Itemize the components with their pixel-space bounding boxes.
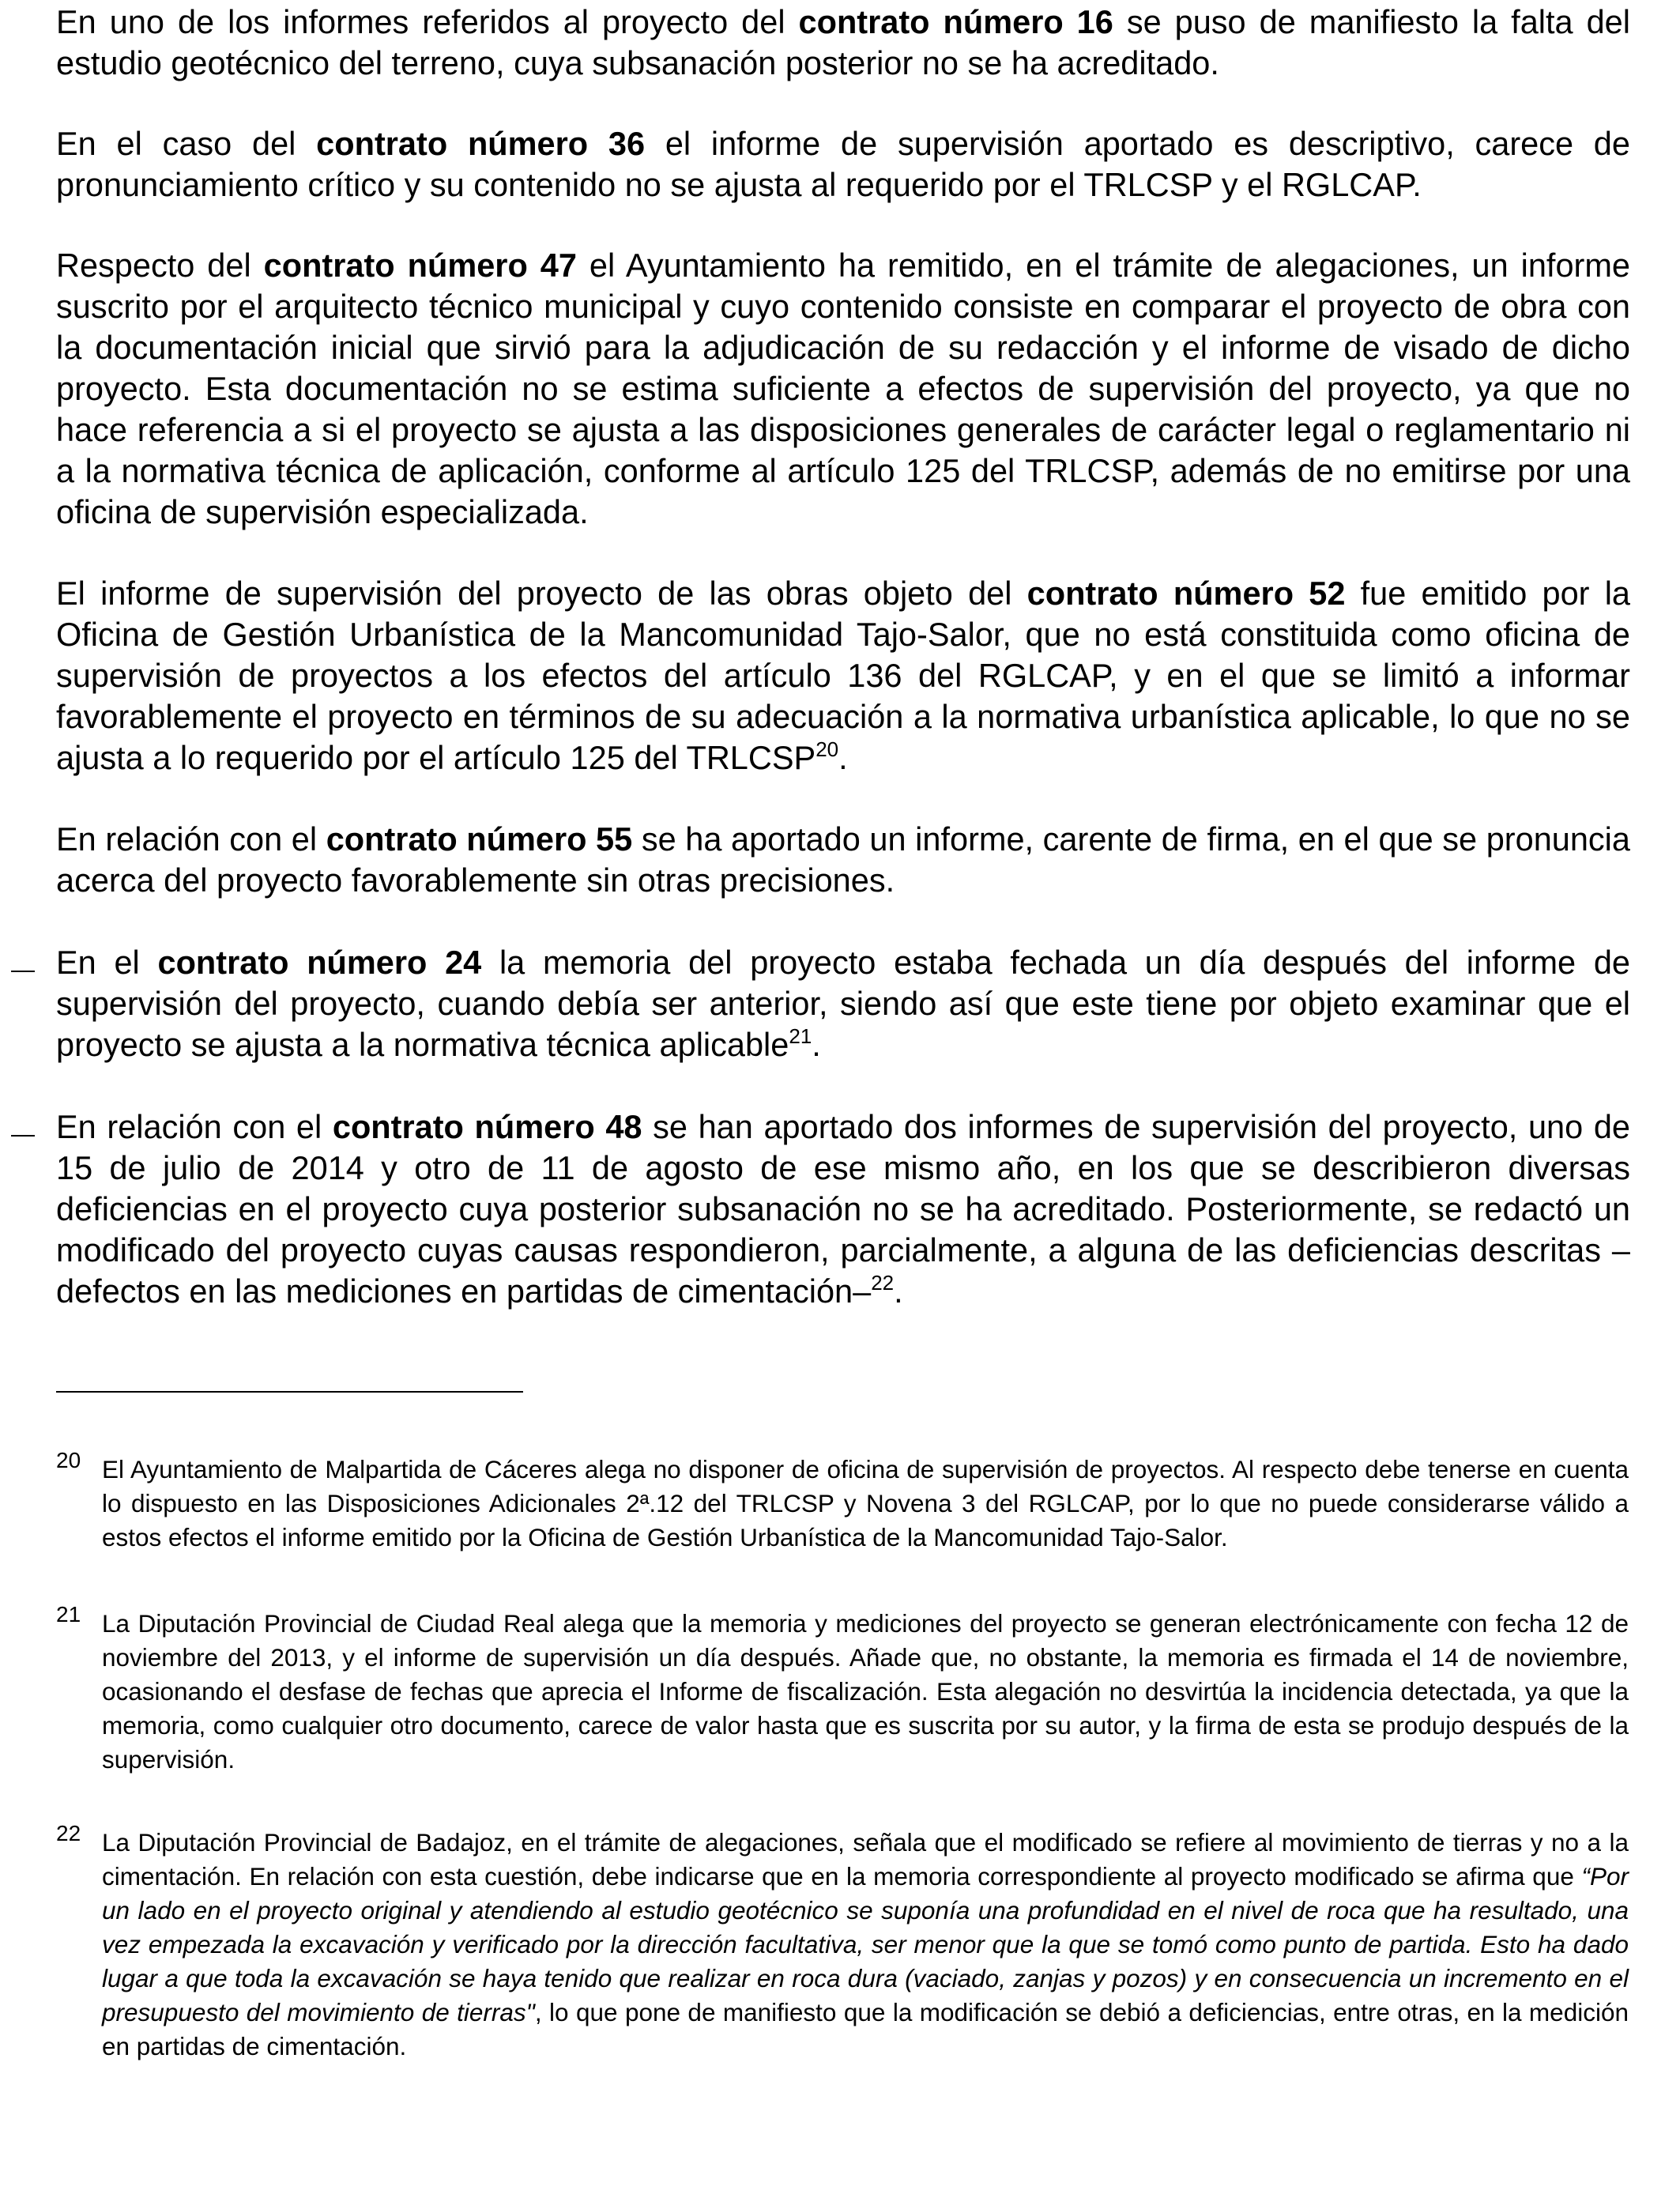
paragraph-text: Respecto del (56, 247, 264, 284)
paragraph-text: En el caso del (56, 125, 317, 162)
paragraph-text: En uno de los informes referidos al proyecto del (56, 3, 799, 40)
paragraph-text: se han aportado dos informes de supervisión del proyecto, uno de 15 de julio de 2014 y otro de 11 de agosto de ese mismo año, en los que se describieron diversas deficiencias en el proyecto cuya posterior subsanación no se ha acreditado. Posteriormente, se redactó un modificado del proyecto cuyas causas respondieron, parcialmente, a alguna de las deficiencias descritas –defectos en las mediciones en partidas de cimentación– (56, 1108, 1630, 1310)
footnote-separator (56, 1391, 523, 1393)
paragraph-end: . (812, 1026, 821, 1063)
footnote-quote: “Por un lado en el proyecto original y atendiendo al estudio geotécnico se suponía una profundidad en el nivel de roca que ha resultado, una vez empezada la excavación y verificado por la dirección facultativa, ser menor que la que se tomó como punto de partida. Esto ha dado lugar a que toda la excavación se haya tenido que realizar en roca dura (vaciado, zanjas y pozos) y en consecuencia un incremento en el presupuesto del movimiento de tierras" (102, 1862, 1629, 2026)
footnote-number-21: 21 (56, 1602, 81, 1627)
contract-reference: contrato número 36 (316, 125, 646, 162)
contract-reference: contrato número 55 (326, 820, 633, 858)
contract-reference: contrato número 48 (332, 1108, 642, 1145)
paragraph-contrato-16 (56, 2, 1630, 84)
contract-reference: contrato número 16 (798, 3, 1113, 40)
footnote-text: La Diputación Provincial de Badajoz, en el trámite de alegaciones, señala que el modificado se refiere al movimiento de tierras y no a la cimentación. En relación con esta cuestión, debe indicarse que en la memoria correspondiente al proyecto modificado se afirma que (102, 1828, 1629, 1891)
paragraph-contrato-24 (56, 942, 1630, 1065)
footnote-ref-20[interactable]: 20 (816, 737, 839, 761)
paragraph-end: . (838, 739, 848, 776)
paragraph-contrato-36 (56, 123, 1630, 205)
footnote-text: , lo que pone de manifiesto que la modificación se debió a deficiencias, entre otras, en la medición en partidas de cimentación. (102, 1998, 1629, 2060)
footnote-number-20: 20 (56, 1448, 81, 1472)
paragraph-text: En relación con el (56, 1108, 333, 1145)
footnote-number-22: 22 (56, 1821, 81, 1845)
paragraph-text: En relación con el (56, 820, 326, 858)
contract-reference: contrato número 52 (1026, 575, 1346, 612)
footnote-21: La Diputación Provincial de Ciudad Real alega que la memoria y mediciones del proyecto se generan electrónicamente con fecha 12 de noviembre del 2013, y el informe de supervisión un día después. Añade que, no obstante, la memoria es firmada el 14 de noviembre, ocasionando el desfase de fechas que aprecia el Informe de fiscalización. Esta alegación no desvirtúa la incidencia detectada, ya que la memoria, como cualquier otro documento, carece de valor hasta que es suscrita por su autor, y la firma de esta se produjo después de la supervisión. (102, 1609, 1629, 1774)
paragraph-text: En el (56, 944, 158, 981)
paragraph-contrato-52 (56, 573, 1630, 778)
contract-reference: contrato número 47 (263, 247, 577, 284)
footnote-20: El Ayuntamiento de Malpartida de Cáceres alega no disponer de oficina de supervisión de proyectos. Al respecto debe tenerse en cuenta lo dispuesto en las Disposiciones Adicionales 2ª.12 del TRLCSP y Novena 3 del RGLCAP, por lo que no puede considerarse válido a estos efectos el informe emitido por la Oficina de Gestión Urbanística de la Mancomunidad Tajo-Salor. (102, 1455, 1629, 1551)
paragraph-text: la memoria del proyecto estaba fechada un día después del informe de supervisión del proyecto, cuando debía ser anterior, siendo así que este tiene por objeto examinar que el proyecto se ajusta a la normativa técnica aplicable (56, 944, 1630, 1063)
paragraph-text: se ha aportado un informe, carente de firma, en el que se pronuncia acerca del proyecto favorablemente sin otras precisiones. (56, 820, 1630, 899)
bullet-dash (11, 971, 35, 972)
paragraph-text: se puso de manifiesto la falta del estudio geotécnico del terreno, cuya subsanación posterior no se ha acreditado. (56, 3, 1630, 81)
paragraph-contrato-55 (56, 819, 1630, 901)
paragraph-contrato-47 (56, 245, 1630, 533)
footnote-22 (102, 1826, 1629, 2064)
footnote-ref-21[interactable]: 21 (789, 1024, 812, 1048)
paragraph-end: . (894, 1272, 903, 1310)
footnote-ref-22[interactable]: 22 (871, 1271, 895, 1295)
bullet-dash (11, 1135, 35, 1137)
paragraph-text: fue emitido por la Oficina de Gestión Urbanística de la Mancomunidad Tajo-Salor, que no está constituida como oficina de supervisión de proyectos a los efectos del artículo 136 del RGLCAP, y en el que se limitó a informar favorablemente el proyecto en términos de su adecuación a la normativa urbanística aplicable, lo que no se ajusta a lo requerido por el artículo 125 del TRLCSP (56, 575, 1631, 776)
paragraph-text: El informe de supervisión del proyecto de las obras objeto del (56, 575, 1027, 612)
contract-reference: contrato número 24 (157, 944, 482, 981)
paragraph-text: el informe de supervisión aportado es descriptivo, carece de pronunciamiento crítico y su contenido no se ajusta al requerido por el TRLCSP y el RGLCAP. (56, 125, 1630, 203)
paragraph-text: el Ayuntamiento ha remitido, en el trámite de alegaciones, un informe suscrito por el arquitecto técnico municipal y cuyo contenido consiste en comparar el proyecto de obra con la documentación inicial que sirvió para la adjudicación de su redacción y el informe de visado de dicho proyecto. Esta documentación no se estima suficiente a efectos de supervisión del proyecto, ya que no hace referencia a si el proyecto se ajusta a las disposiciones generales de carácter legal o reglamentario ni a la normativa técnica de aplicación, conforme al artículo 125 del TRLCSP, además de no emitirse por una oficina de supervisión especializada. (56, 247, 1631, 530)
paragraph-contrato-48 (56, 1106, 1630, 1312)
